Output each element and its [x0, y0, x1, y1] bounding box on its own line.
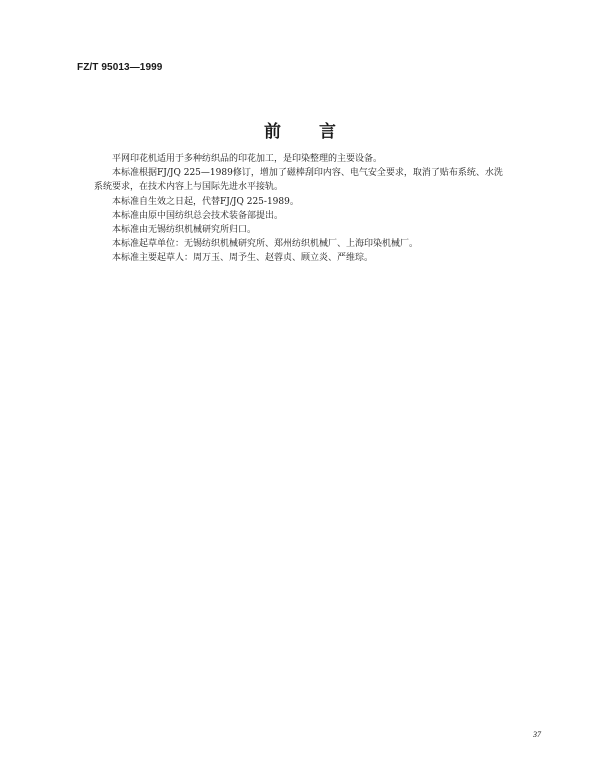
standard-code: FZ/T 95013—1999 [77, 62, 163, 73]
paragraph-proposer: 本标准由原中国纺织总会技术装备部提出。 [112, 210, 284, 221]
paragraph-drafting-units: 本标准起草单位：无锡纺织机械研究所、郑州纺织机械厂、上海印染机械厂。 [112, 239, 419, 250]
paragraph-revision: 本标准根据FJ/JQ 225—1989修订，增加了磁棒刮印内容、电气安全要求，取消了贴布系统、水洗系统要求，在技术内容上与国际先进水平接轨。 [94, 168, 503, 193]
paragraph-drafters: 本标准主要起草人：周万玉、周予生、赵蓉贞、顾立炎、严维琮。 [112, 253, 374, 264]
paragraph-purpose: 平网印花机适用于多种纺织品的印花加工，是印染整理的主要设备。 [112, 154, 383, 164]
paragraph-replacement: 本标准自生效之日起，代替FJ/JQ 225-1989。 [112, 196, 299, 207]
paragraph-administrator: 本标准由无锡纺织机械研究所归口。 [112, 225, 257, 236]
body-text [94, 152, 509, 266]
section-heading: 前言 [264, 122, 374, 142]
page-number: 37 [533, 730, 541, 739]
